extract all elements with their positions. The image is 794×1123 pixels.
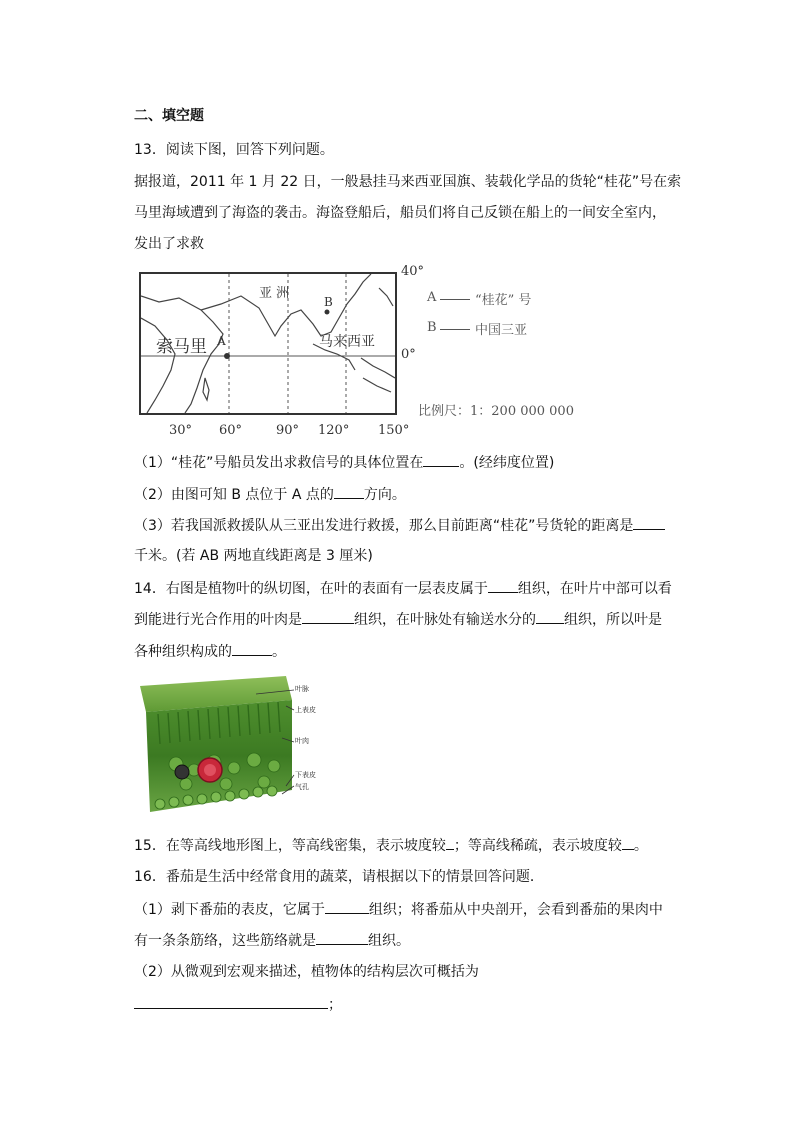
- legend-a-text: “桂花” 号: [475, 293, 532, 308]
- q14-line3: [134, 641, 286, 662]
- q15-text-b: ；等高线稀疏，表示坡度较: [453, 838, 622, 854]
- q13-sub2-text: （2）由图可知 B 点位于 A 点的: [134, 487, 334, 503]
- q13-title: 13．阅读下图，回答下列问题。: [134, 142, 334, 158]
- q15-blank-steep[interactable]: [446, 835, 454, 850]
- q13-sub2-blank[interactable]: [334, 484, 364, 499]
- latitude-0-label: 0°: [401, 347, 416, 362]
- legend-b-text: 中国三亚: [475, 323, 528, 338]
- map-label-somalia: 索马里: [156, 337, 207, 357]
- q14-line1-text-a: 14．右图是植物叶的纵切图，在叶的表面有一层表皮属于: [134, 581, 488, 597]
- map-scale: 比例尺：1：200 000 000: [418, 404, 574, 419]
- map-label-malaysia: 马来西亚: [319, 334, 375, 350]
- q14-line1: [134, 578, 672, 599]
- q16-sub2: （2）从微观到宏观来描述，植物体的结构层次可概括为: [134, 964, 479, 980]
- q16-sub1-text-d: 组织。: [368, 933, 410, 949]
- leaf-label-mesophyll: 叶肉: [295, 737, 309, 745]
- leaf-cross-section-image: [136, 672, 326, 820]
- q16-blank-skin[interactable]: [325, 899, 369, 914]
- q16-sub1-text-c: 有一条条筋络，这些筋络就是: [134, 933, 316, 949]
- map-point-a-label: A: [217, 334, 226, 348]
- q14-blank-mesophyll[interactable]: [302, 609, 354, 624]
- q16-blank-hierarchy[interactable]: [134, 994, 328, 1009]
- q16-sub1-text-b: 组织；将番茄从中央剖开，会看到番茄的果肉中: [368, 902, 663, 918]
- q13-sub3-blank[interactable]: [633, 515, 665, 530]
- q15-text-c: 。: [633, 838, 648, 854]
- legend-a-key: A: [427, 290, 437, 305]
- q13-sub1: [134, 452, 554, 473]
- q16-title: 16．番茄是生活中经常食用的蔬菜，请根据以下的情景回答问题．: [134, 869, 544, 885]
- q14-line2-text-b: 组织，在叶脉处有输送水分的: [354, 612, 536, 628]
- q13-sub3-continued: 千米。(若 AB 两地直线距离是 3 厘米): [134, 548, 373, 564]
- longitude-90-label: 90°: [276, 423, 300, 438]
- legend-b-line: [440, 329, 470, 330]
- world-map: [139, 272, 397, 415]
- q13-sub1-blank[interactable]: [423, 452, 459, 467]
- q13-sub1-text: （1）“桂花”号船员发出求救信号的具体位置在: [134, 455, 424, 471]
- q14-line1-text-b: 组织，在叶片中部可以看: [517, 581, 672, 597]
- q16-sub2-end: ；: [328, 997, 342, 1013]
- leaf-label-lower-epidermis: 下表皮: [295, 771, 316, 779]
- q14-line3-text-a: 各种组织构成的: [134, 644, 232, 660]
- q13-sub2-suffix: 方向。: [363, 487, 406, 503]
- longitude-150-label: 150°: [378, 423, 410, 438]
- q15-line: [134, 835, 648, 856]
- q16-sub1-line1: [134, 899, 663, 920]
- q13-sub3-text: （3）若我国派救援队从三亚出发进行救援，那么目前距离“桂花”号货轮的距离是: [134, 518, 634, 534]
- map-point-b-label: B: [324, 295, 333, 309]
- latitude-40-label: 40°: [401, 264, 425, 279]
- q14-blank-vein[interactable]: [536, 609, 564, 624]
- legend-a-line: [440, 299, 470, 300]
- q14-line3-text-b: 。: [272, 644, 286, 660]
- longitude-30-label: 30°: [169, 423, 193, 438]
- q14-blank-epidermis[interactable]: [488, 578, 518, 593]
- q16-sub1-line2: [134, 930, 410, 951]
- q13-sub3: [134, 515, 665, 536]
- leaf-drawing: [136, 672, 326, 820]
- q13-sub1-suffix: 。(经纬度位置): [459, 455, 555, 471]
- q15-blank-gentle[interactable]: [622, 835, 634, 850]
- map-label-asia: 亚 洲: [259, 286, 290, 301]
- legend-b-key: B: [427, 320, 437, 335]
- q14-line2-text-a: 到能进行光合作用的叶肉是: [134, 612, 302, 628]
- leaf-label-stoma: 气孔: [295, 783, 309, 791]
- q14-line2: [134, 609, 662, 630]
- q14-blank-organ[interactable]: [232, 641, 272, 656]
- q13-paragraph-line2: 马里海域遭到了海盗的袭击。海盗登船后，船员们将自己反锁在船上的一间安全室内，: [134, 205, 666, 221]
- leaf-label-upper-epidermis: 上表皮: [295, 706, 316, 714]
- q13-paragraph-line1: 据报道，2011 年 1 月 22 日，一般悬挂马来西亚国旗、装载化学品的货轮“桂花”号在索: [134, 174, 682, 190]
- section-heading: 二、填空题: [134, 108, 204, 124]
- q16-sub1-text-a: （1）剥下番茄的表皮，它属于: [134, 902, 325, 918]
- longitude-60-label: 60°: [219, 423, 243, 438]
- q14-line2-text-c: 组织，所以叶是: [564, 612, 662, 628]
- q15-text-a: 15．在等高线地形图上，等高线密集，表示坡度较: [134, 838, 446, 854]
- q13-sub2: [134, 484, 406, 505]
- leaf-label-vein: 叶脉: [295, 685, 309, 693]
- q13-paragraph-line3: 发出了求救: [134, 236, 204, 252]
- q16-blank-vein[interactable]: [316, 930, 368, 945]
- q16-sub2-answer: [134, 994, 342, 1015]
- longitude-120-label: 120°: [318, 423, 350, 438]
